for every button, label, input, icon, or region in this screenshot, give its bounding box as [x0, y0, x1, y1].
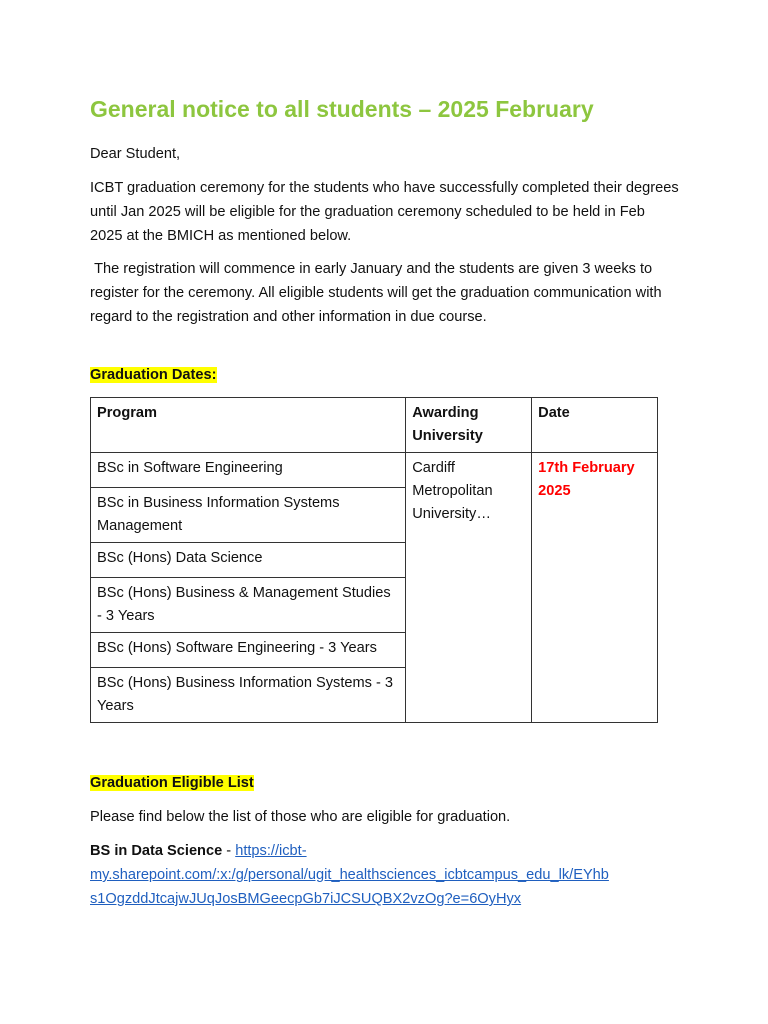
header-date: Date: [532, 398, 658, 453]
date-cell: 17th February 2025: [532, 453, 658, 723]
program-cell: BSc (Hons) Business Information Systems - 3 Years: [91, 668, 406, 723]
link-line-1: https://icbt-: [235, 843, 307, 859]
link-line-2: my.sharepoint.com/:x:/g/personal/ugit_healthsciences_icbtcampus_edu_lk/EYhb: [90, 867, 609, 883]
registration-paragraph: The registration will commence in early January and the students are given 3 weeks to register for the ceremony. All eligible students will get the graduation communication with regard to the registration and other information in due course.: [90, 261, 666, 325]
entry-separator: -: [222, 843, 236, 859]
program-cell: BSc (Hons) Business & Management Studies - 3 Years: [91, 578, 406, 633]
university-cell: Cardiff Metropolitan University…: [406, 453, 532, 723]
program-cell: BSc in Software Engineering: [91, 453, 406, 488]
page-title: General notice to all students – 2025 February: [90, 96, 594, 122]
link-line-3: s1OgzddJtcajwJUqJosBMGeecpGb7iJCSUQBX2vzOg?e=6OyHyx: [90, 891, 522, 907]
entry-label: BS in Data Science: [90, 843, 223, 859]
eligible-list-heading: [90, 771, 680, 795]
program-cell: BSc (Hons) Software Engineering - 3 Years: [91, 633, 406, 668]
program-cell: BSc (Hons) Data Science: [91, 543, 406, 578]
program-cell: BSc in Business Information Systems Management: [91, 488, 406, 543]
eligible-list-heading-text: Graduation Eligible List: [90, 775, 254, 791]
table-header-row: [91, 398, 658, 453]
graduation-dates-heading-text: Graduation Dates:: [90, 367, 217, 383]
graduation-dates-heading: [90, 363, 680, 387]
eligible-entry: [90, 839, 680, 911]
intro-paragraph: ICBT graduation ceremony for the students who have successfully completed their degrees until Jan 2025 will be eligible for the graduation ceremony scheduled to be held in Feb 2025 at the BMICH as mentioned below.: [90, 180, 679, 244]
eligible-list-intro: Please find below the list of those who are eligible for graduation.: [90, 809, 511, 825]
greeting: Dear Student,: [90, 146, 181, 162]
header-awarding-university: Awarding University: [406, 398, 532, 453]
header-program: Program: [91, 398, 406, 453]
graduation-dates-table: [90, 397, 658, 723]
table-row: [91, 453, 658, 488]
